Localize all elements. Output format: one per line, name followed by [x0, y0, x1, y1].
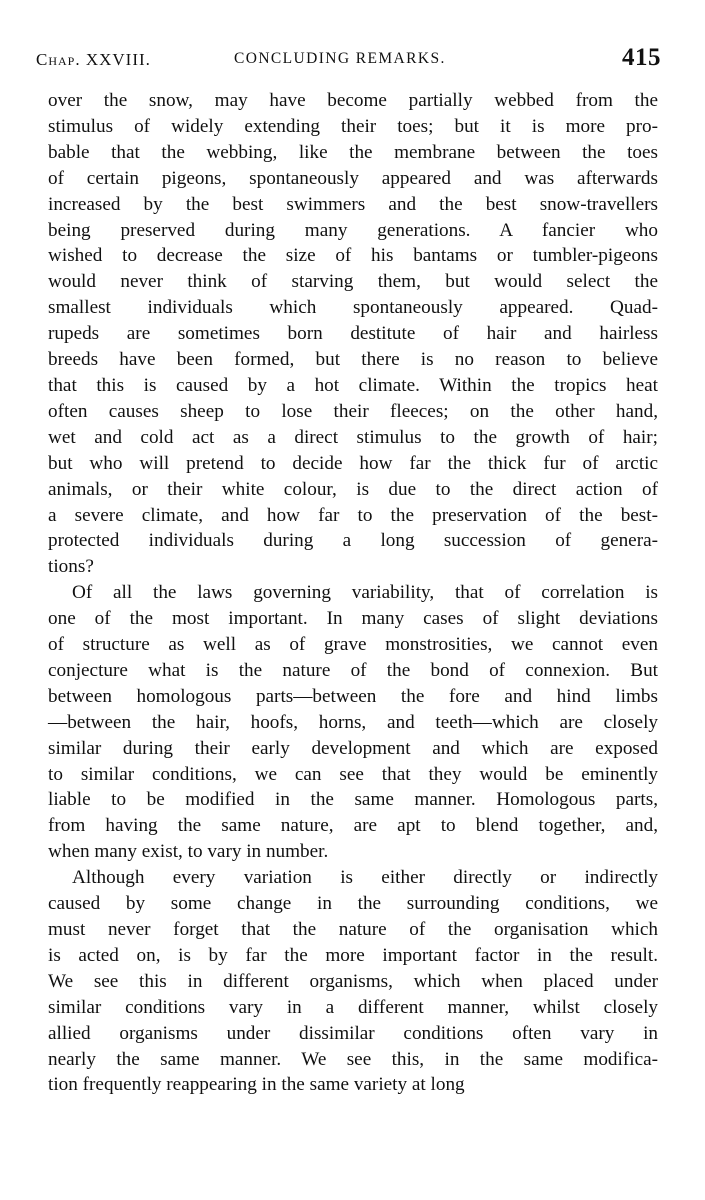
text-line: caused by some change in the surrounding conditions, we: [48, 893, 658, 915]
text-line: tion frequently reappearing in the same variety at long: [48, 1074, 465, 1096]
text-line: one of the most important. In many cases of slight deviations: [48, 608, 658, 630]
text-line: —between the hair, hoofs, horns, and teeth—which are closely: [48, 711, 658, 733]
text-line: breeds have been formed, but there is no reason to believe: [48, 349, 658, 371]
text-line: similar during their early development and which are exposed: [48, 737, 658, 759]
text-line: protected individuals during a long succession of genera-: [48, 530, 658, 552]
page-number: 415: [622, 44, 661, 71]
text-line: liable to be modified in the same manner. Homologous parts,: [48, 789, 658, 811]
text-line: We see this in different organisms, which when placed under: [48, 970, 658, 992]
text-line: between homologous parts—between the fore and hind limbs: [48, 685, 658, 707]
text-line: wished to decrease the size of his bantams or tumbler-pigeons: [48, 245, 658, 267]
text-line: bable that the webbing, like the membrane between the toes: [48, 141, 658, 163]
text-line: allied organisms under dissimilar conditions often vary in: [48, 1022, 658, 1044]
text-line: that this is caused by a hot climate. Within the tropics heat: [48, 374, 658, 396]
text-line: rupeds are sometimes born destitute of hair and hairless: [48, 323, 658, 345]
text-line: smallest individuals which spontaneously appeared. Quad-: [48, 297, 658, 319]
text-line: to similar conditions, we can see that they would be eminently: [48, 763, 658, 785]
text-line: conjecture what is the nature of the bond of connexion. But: [48, 659, 658, 681]
paragraph: [48, 580, 658, 865]
text-line: when many exist, to vary in number.: [48, 841, 329, 863]
running-head: [36, 42, 661, 76]
text-line: is acted on, is by far the more important factor in the result.: [48, 944, 658, 966]
text-line: similar conditions vary in a different manner, whilst closely: [48, 996, 658, 1018]
text-line: nearly the same manner. We see this, in the same modifica-: [48, 1048, 658, 1070]
text-line: often causes sheep to lose their fleeces; on the other hand,: [48, 400, 658, 422]
text-line: of structure as well as of grave monstrosities, we cannot even: [48, 634, 658, 656]
text-line: stimulus of widely extending their toes; but it is more pro-: [48, 115, 658, 137]
paragraph: [48, 88, 658, 580]
text-line: increased by the best swimmers and the best snow-travellers: [48, 193, 658, 215]
body-text: [48, 88, 658, 1098]
text-line: tions?: [48, 556, 94, 578]
text-line: would never think of starving them, but would select the: [48, 271, 658, 293]
text-line: over the snow, may have become partially webbed from the: [48, 90, 658, 111]
text-line: being preserved during many generations. A fancier who: [48, 219, 658, 241]
text-line: of certain pigeons, spontaneously appeared and was afterwards: [48, 167, 658, 189]
chapter-title: CONCLUDING REMARKS.: [234, 50, 446, 67]
text-line: from having the same nature, are apt to blend together, and,: [48, 815, 658, 837]
text-line: Of all the laws governing variability, that of correlation is: [72, 582, 658, 604]
text-line: Although every variation is either directly or indirectly: [72, 867, 658, 889]
text-line: animals, or their white colour, is due to the direct action of: [48, 478, 658, 500]
chapter-label: Chap. XXVIII.: [36, 50, 151, 69]
paragraph: [48, 865, 658, 1098]
text-line: wet and cold act as a direct stimulus to the growth of hair;: [48, 426, 658, 448]
text-line: a severe climate, and how far to the preservation of the best-: [48, 504, 658, 526]
text-line: but who will pretend to decide how far the thick fur of arctic: [48, 452, 658, 474]
text-line: must never forget that the nature of the organisation which: [48, 919, 658, 940]
